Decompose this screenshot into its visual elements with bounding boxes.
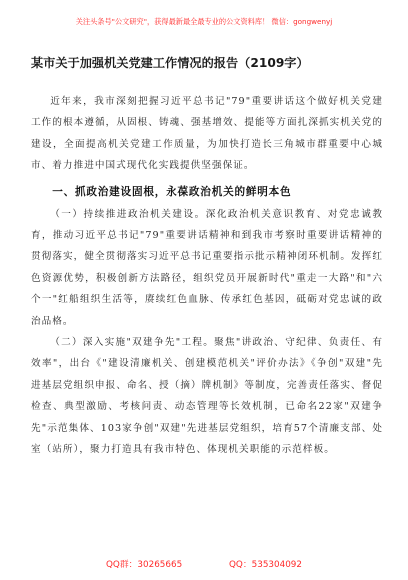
document-body bbox=[31, 91, 383, 461]
section-heading: 一、抓政治建设固根，永葆政治机关的鲜明本色 bbox=[52, 185, 292, 198]
footer-qq-group: QQ群：30265665 bbox=[105, 560, 183, 570]
footer-qq: QQ：535304092 bbox=[228, 560, 303, 570]
intro-paragraph: 近年来，我市深刻把握习近平总书记"79"重要讲话这个做好机关党建工作的根本遵循，从固根、铸魂、强基增效、提能等方面扎深抓实机关党的建设，全面提高机关党建工作质量，为加快打造长三角城市群重要中心城市、着力推进中国式现代化实践提供坚强保证。 bbox=[31, 96, 383, 172]
footer-contact bbox=[0, 559, 408, 571]
body-paragraph-1: （一）持续推进政治机关建设。深化政治机关意识教育、对党忠诚教育，推动习近平总书记"79"重要讲话精神和到我市考察时重要讲话精神的贯彻落实，健全贯彻落实习近平总书记重要指示批示精神闭环机制。发挥红色资源优势，积极创新方法路径，组织党员开展新时代"重走一大路"和"六个一"红船组织生活等，赓续红色血脉、传承红色基因，砥砺对党忠诚的政治品格。 bbox=[31, 208, 383, 327]
body-paragraph-2: （二）深入实施"双建争先"工程。聚焦"讲政治、守纪律、负责任、有效率"，出台《"建设清廉机关、创建模范机关"评价办法》《争创"双建"先进基层党组织申报、命名、授（摘）牌机制》等制度，完善责任落实、督促检查、典型激励、考核问责、动态管理等长效机制，已命名22家"双建争先"示范集体、103家争创"双建"先进基层党组织，培育57个清廉支部、处室（站所），聚力打造具有我市特色、体现机关职能的示范样板。 bbox=[31, 337, 383, 456]
document-title: 某市关于加强机关党建工作情况的报告（2109字） bbox=[31, 56, 309, 70]
header-banner: 关注头条号"公文研究"，获得最新最全最专业的公文资料库！ 微信：gongwenyj bbox=[75, 17, 333, 26]
